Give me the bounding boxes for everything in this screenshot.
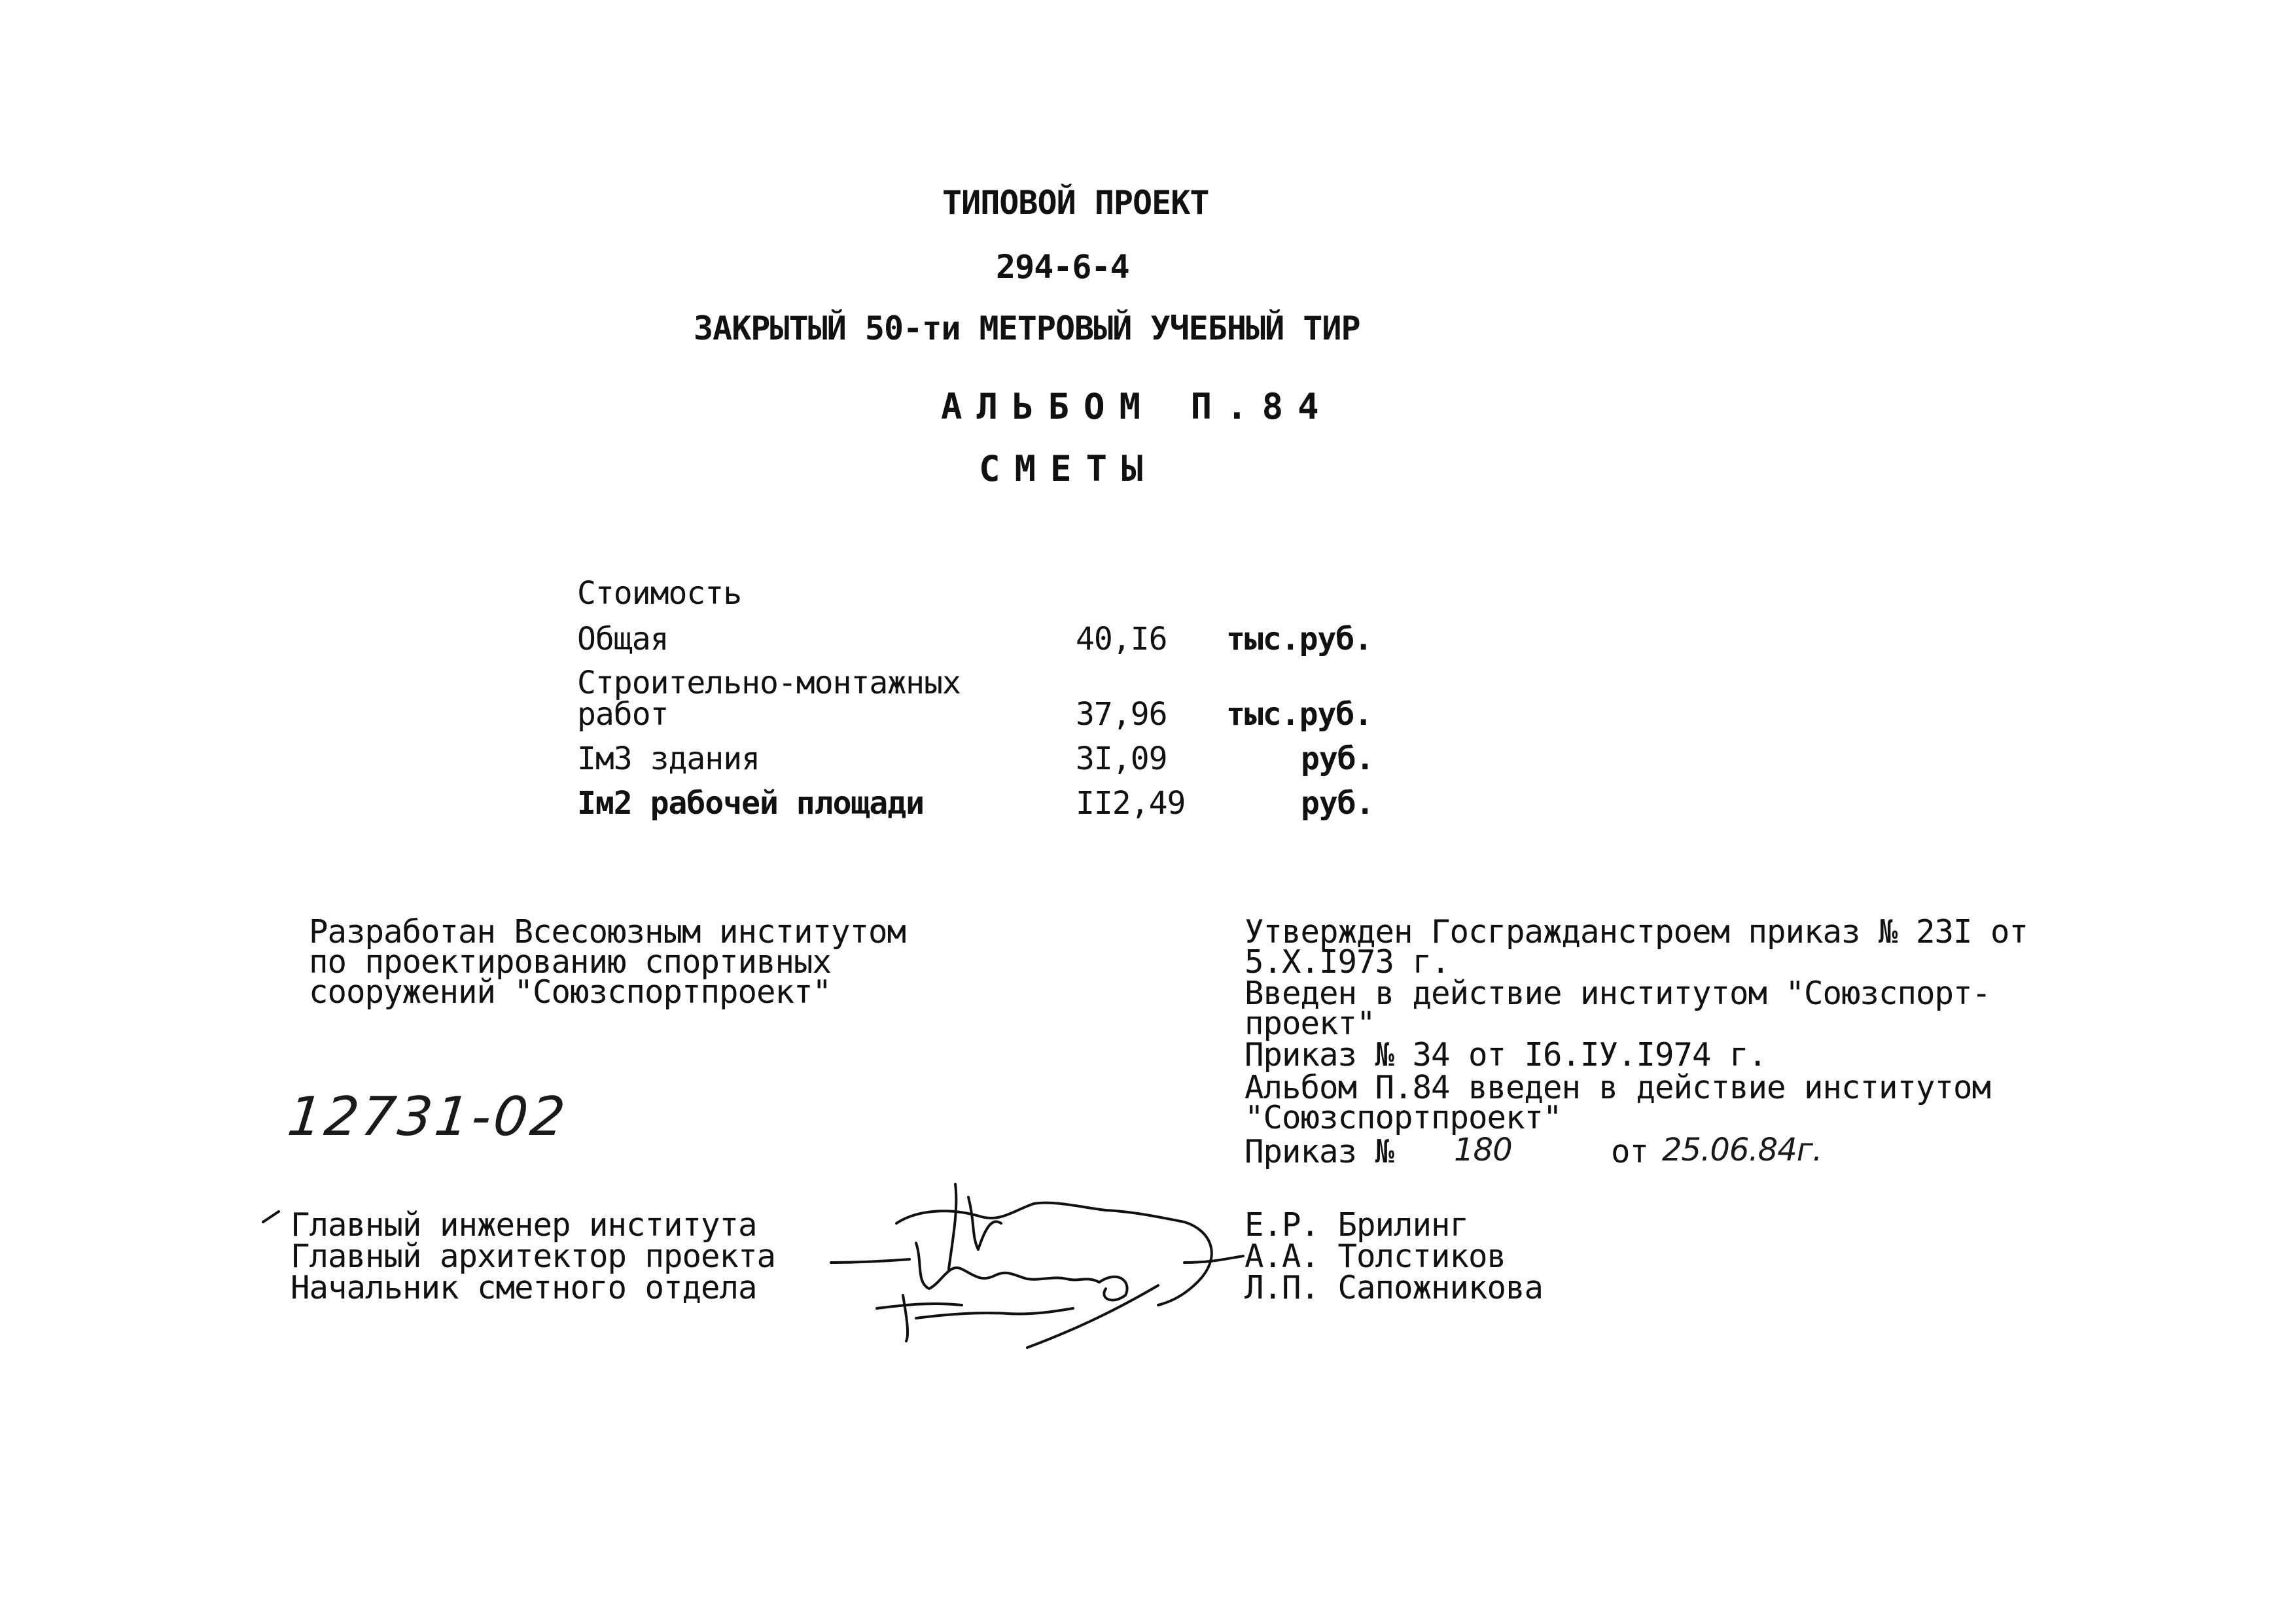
- approval-line: проект": [1245, 1005, 1375, 1042]
- cost-label-construction-cont: работ: [577, 696, 669, 733]
- project-number: 294-6-4: [996, 248, 1129, 286]
- approval-line: Приказ № 34 от I6.IУ.I974 г.: [1245, 1036, 1767, 1073]
- developer-line: сооружений "Союзспортпроект": [309, 973, 832, 1011]
- album-title: АЛЬБОМ П.84: [941, 386, 1333, 427]
- cost-value-total: 40,I6: [1076, 621, 1167, 657]
- signatory-position: Начальник сметного отдела: [291, 1269, 757, 1306]
- order-date-prefix: от: [1611, 1133, 1649, 1170]
- approval-line: 5.X.I973 г.: [1245, 943, 1450, 981]
- order-prefix: Приказ №: [1245, 1133, 1394, 1170]
- cost-label-per-m3: Iм3 здания: [577, 741, 760, 777]
- cost-unit-per-m3: руб.: [1301, 741, 1374, 777]
- tick-mark: [262, 1209, 281, 1227]
- signatory-name: Е.Р. Брилинг: [1245, 1206, 1469, 1244]
- developer-line: по проектированию спортивных: [309, 943, 832, 981]
- archive-number-handwritten: 12731-02: [285, 1086, 571, 1148]
- cost-value-per-m3: 3I,09: [1076, 741, 1167, 777]
- cost-unit-total: тыс.руб.: [1226, 621, 1373, 657]
- cost-label-per-m2: Iм2 рабочей площади: [577, 785, 925, 822]
- cost-value-construction: 37,96: [1076, 696, 1167, 733]
- project-type: ТИПОВОЙ ПРОЕКТ: [942, 184, 1209, 222]
- cost-label-construction: Строительно-монтажных: [577, 665, 961, 701]
- cost-unit-construction: тыс.руб.: [1226, 696, 1373, 733]
- cost-label-total: Общая: [577, 621, 669, 657]
- signatory-position: Главный инженер института: [291, 1206, 757, 1244]
- cost-value-per-m2: II2,49: [1076, 785, 1186, 822]
- signatory-position: Главный архитектор проекта: [291, 1238, 776, 1275]
- signatures-scribble: [818, 1171, 1276, 1361]
- approval-line: Альбом П.84 введен в действие институтом: [1245, 1069, 1991, 1106]
- cost-heading: Стоимость: [577, 575, 742, 612]
- cost-unit-per-m2: руб.: [1301, 785, 1374, 822]
- developer-line: Разработан Всесоюзным институтом: [309, 913, 906, 951]
- signatory-name: А.А. Толстиков: [1245, 1238, 1506, 1275]
- order-date-handwritten: 25.06.84г.: [1662, 1132, 1822, 1168]
- approval-line: Введен в действие институтом "Союзспорт-: [1245, 975, 1991, 1012]
- approval-line: "Союзспортпроект": [1245, 1099, 1562, 1136]
- project-name: ЗАКРЫТЫЙ 50-ти МЕТРОВЫЙ УЧЕБНЫЙ ТИР: [694, 309, 1360, 347]
- album-subject: СМЕТЫ: [979, 448, 1157, 489]
- approval-line: Утвержден Госгражданстроем приказ № 23I от: [1245, 913, 2028, 951]
- signatory-name: Л.П. Сапожникова: [1245, 1269, 1544, 1306]
- order-number-handwritten: 180: [1454, 1132, 1512, 1168]
